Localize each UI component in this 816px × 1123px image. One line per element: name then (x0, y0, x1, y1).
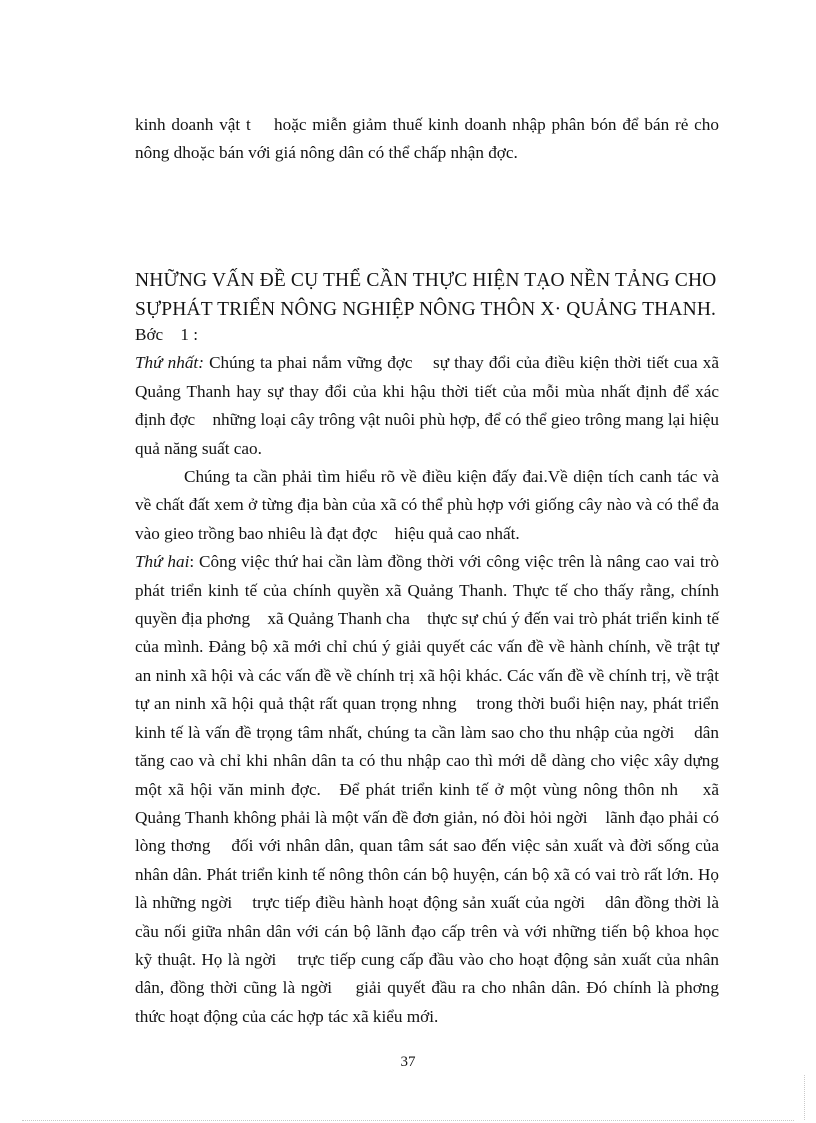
second-point-paragraph (135, 548, 737, 1031)
intro-paragraph (135, 111, 724, 168)
page-bottom-divider (22, 1120, 794, 1121)
section-heading: NHỮNG VẤN ĐỀ CỤ THỂ CẦN THỰC HIỆN TẠO NỀN TẢNG CHO SỰPHÁT TRIỂN NÔNG NGHIỆP NÔNG THÔN X· QUẢNG THANH. (135, 270, 717, 320)
first-point-label: Thứ nhất: (135, 353, 204, 373)
section-body (135, 321, 737, 1031)
soil-paragraph: Chúng ta cần phải tìm hiểu rõ về điều kiện đấy đai.Về diện tích canh tác và về chất đất xem ở từng địa bàn của xã có thể phù hợp với giống cây nào và có thể đa vào gieo trồng bao nhiêu là đạt đợc hiệu quả cao nhất. (135, 467, 737, 543)
first-point-text: Chúng ta phai nắm vững đợc sự thay đổi của điều kiện thời tiết cua xã Quảng Thanh hay sự thay đổi của khi hậu thời tiết của mỗi mùa nhất định để xác định đợc những loại cây trông vật nuôi phù hợp, để có thể gieo trông mang lại hiệu quả năng suất cao. (135, 353, 724, 458)
second-point-text: : Công việc thứ hai cần làm đồng thời với công việc trên là nâng cao vai trò phát triển kinh tế của chính quyền xã Quảng Thanh. Thực tế cho thấy rằng, chính quyền địa phơng xã Quảng Thanh cha thực sự chú ý đến vai trò phát triển kinh tế của mình. Đảng bộ xã mới chỉ chú ý giải quyết các vấn đề về hành chính, về trật tự an ninh xã hội và các vấn đề về chính trị xã hội khác. Các vấn đề về chính trị, về trật tự an ninh xã hội quả thật rất quan trọng nhng trong thời buổi hiện nay, phát triển kinh tế là vấn đề trọng tâm nhất, chúng ta cần làm sao cho thu nhập của ngời dân tăng cao và chỉ khi nhân dân ta có thu nhập cao thì mới dễ dàng cho việc xây dựng một xã hội văn minh đợc. Để phát triển kinh tế ở một vùng nông thôn nh xã Quảng Thanh không phải là một vấn đề đơn giản, nó đòi hỏi ngời lãnh đạo phải có lòng thơng đối với nhân dân, quan tâm sát sao đến việc sản xuất và đời sống của nhân dân. Phát triển kinh tế nông thôn cán bộ huyện, cán bộ xã có vai trò rất lớn. Họ là những ngời trực tiếp điều hành hoạt động sản xuất của ngời dân đồng thời là cầu nối giữa nhân dân với cán bộ lãnh đạo cấp trên và với những tiến bộ khoa học kỹ thuật. Họ là ngời trực tiếp cung cấp đầu vào cho hoạt động sản xuất của nhân dân, đồng thời cũng là ngời giải quyết đầu ra cho nhân dân. Đó chính là phơng thức hoạt động của các hợp tác xã kiểu mới. (135, 552, 737, 1026)
second-point-label: Thứ hai (135, 552, 190, 572)
step-label: Bớc 1 : (135, 325, 199, 344)
intro-text: kinh doanh vật t hoặc miễn giảm thuế kinh doanh nhập phân bón để bán rẻ cho nông dhoặc bán với giá nông dân có thể chấp nhận đợc. (135, 115, 724, 163)
page-side-divider (804, 1075, 805, 1120)
page-number: 37 (400, 1054, 416, 1070)
first-point-paragraph (135, 349, 724, 463)
